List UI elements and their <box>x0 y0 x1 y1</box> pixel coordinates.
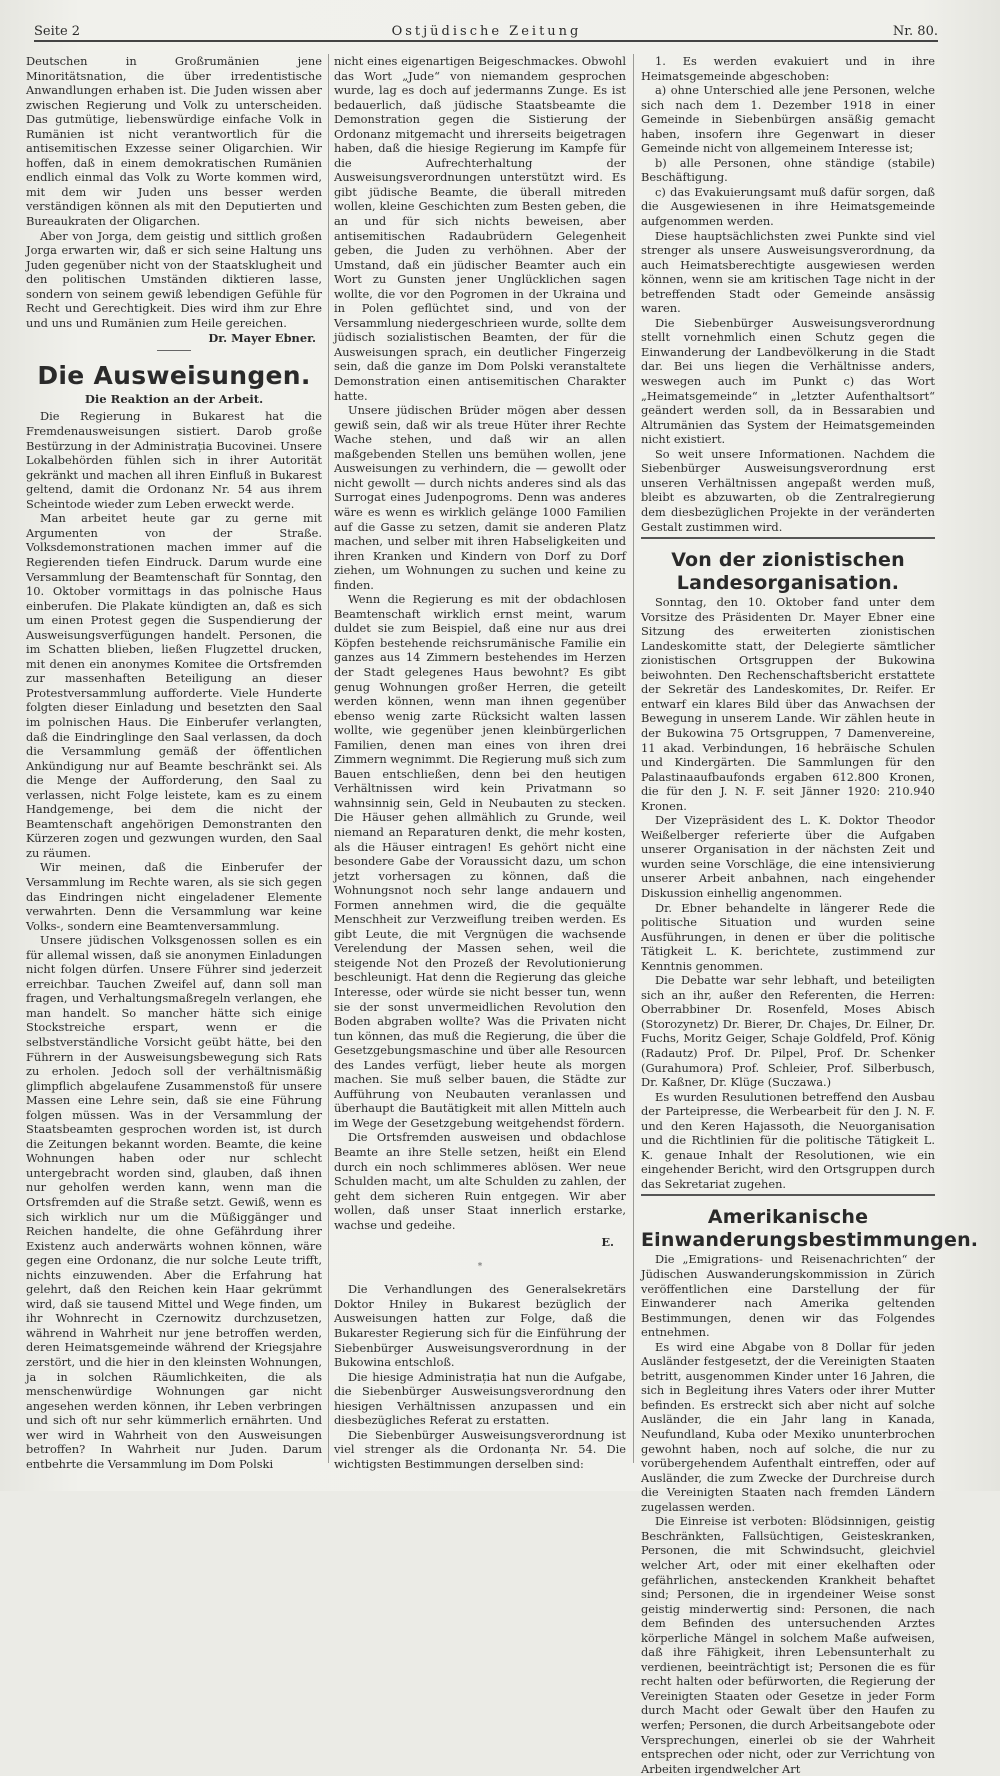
column-right <box>641 54 979 1776</box>
article-paragraph: Es wurden Resulutionen betreffend den Ausbau der Parteipresse, die Werbearbeit für den J. N. F. und den Keren Hajassoth, die Neuorganisation und die Richtlinien für die politische Tätigkeit L. K. genaue Inhalt der Resolutionen, wie ein eingehender Bericht, wird den Ortsgruppen durch das Sekretariat zugehen. <box>641 1089 935 1191</box>
column-left <box>26 54 322 1471</box>
zion-article-title: Von der zionistischen Landesorganisation. <box>671 549 905 595</box>
section-divider <box>641 537 935 539</box>
column-rule-right <box>633 54 634 1463</box>
article-signature: E. <box>601 1235 614 1250</box>
issue-number: Nr. 80. <box>892 24 938 39</box>
article-paragraph: Man arbeitet heute gar zu gerne mit Argumenten von der Straße. Volksdemonstrationen machen immer auf die Regierenden tiefen Eindruck. Darum wurde eine Versammlung der Beamtenschaft für Sonntag, den 10. Oktober vormittags in das polnische Haus einberufen. Die Plakate kündigten an, daß es sich um einen Protest gegen die Suspendierung der Ausweisungsverfügungen handelt. Personen, die im Schatten blieben, ließen Flugzettel drucken, mit denen ein anonymes Komitee die Ortsfremden zur massenhaften Beteiligung an dieser Protestversammlung aufforderte. Viele Hunderte folgten dieser Einladung und besetzten den Saal im polnischen Haus. Die Einberufer verlangten, daß die Eindringlinge den Saal verlassen, da doch die Versammlung gemäß der öffentlichen Ankündigung nur auf Beamte beschränkt sei. Als die Menge der Aufforderung, den Saal zu verlassen, nicht Folge leistete, kam es zu einem Handgemenge, bei dem die nicht der Beamtenschaft angehörigen Demonstranten den Kürzeren zogen und gezwungen wurden, den Saal zu räumen. <box>26 511 322 860</box>
list-paragraph: b) alle Personen, ohne ständige (stabile) Beschäftigung. <box>641 155 935 185</box>
amer-article-title: Amerikanische Einwanderungsbestimmungen. <box>641 1206 979 1252</box>
article-paragraph: Die Regierung in Bukarest hat die Fremdenausweisungen sistiert. Darob große Bestürzung in der Administrația Bucovinei. Unsere Lokalbehörden fühlen sich in ihrer Autorität gekränkt und machen all ihren Einfluß in Bukarest geltend, damit die Ordonanz Nr. 54 aus ihrem Scheintode wieder zum Leben erweckt werde. <box>26 409 322 511</box>
list-paragraph: a) ohne Unterschied alle jene Personen, welche sich nach dem 1. Dezember 1918 in einer Gemeinde in Siebenbürgen ansäßig gemacht haben, insofern ihre Gegenwart in dieser Gemeinde nicht von allgemeinem Interesse ist; <box>641 83 935 156</box>
article-paragraph: Wenn die Regierung es mit der obdachlosen Beamtenschaft wirklich ernst meint, warum duldet sie zum Beispiel, daß eine nur aus drei Köpfen bestehende reichsrumänische Familie ein ganzes aus 14 Zimmern bestehendes im Herzen der Stadt gelegenes Haus bewohnt? Es gibt genug Wohnungen großer Herren, die geteilt werden können, wenn man ihnen gegenüber ebenso wenig zarte Rücksicht walten lassen wollte, wie gegenüber jenen kleinbürgerlichen Familien, denen man eines von ihren drei Zimmern wegnimmt. Die Regierung muß sich zum Bauen entschließen, denn bei den heutigen Verhältnissen wird kein Privatmann so wahnsinnig sein, Geld in Neubauten zu stecken. Die Häuser gehen allmählich zu Grunde, weil niemand an Reparaturen denkt, die mehr kosten, als die Häuser eintragen! Es gehört nicht eine besondere Gabe der Voraussicht dazu, um schon jetzt vorhersagen zu können, daß die Wohnungsnot noch sehr lange andauern und Formen annehmen wird, die die gequälte Menschheit zur Verzweiflung treiben werden. Es gibt Leute, die mit Vergnügen die wachsende Verelendung der Massen sehen, weil die steigende Not den Prozeß der Revolutionierung beschleunigt. Hat denn die Regierung das gleiche Interesse, oder würde sie nicht besser tun, wenn sie der sonst unvermeidlichen Revolution den Boden abgraben wollte? Was die Privaten nicht tun können, das muß die Regierung, die über die Gesetzgebungsmaschine und über alle Resourcen des Landes verfügt, lieber heute als morgen machen. Sie muß selber bauen, die Städte zur Aufführung von Neubauten veranlassen und überhaupt die Bautätigkeit mit allen Mitteln auch im Wege der Gesetzgebung weitgehendst fördern. <box>334 592 626 1130</box>
article-paragraph: Die „Emigrations- und Reisenachrichten“ der Jüdischen Auswanderungskommission in Zürich veröffentlichen eine Darstellung der für Einwanderer nach Amerika geltenden Bestimmungen, denen wir das Folgendes entnehmen. <box>641 1252 935 1340</box>
article-paragraph: Wir meinen, daß die Einberufer der Versammlung im Rechte waren, als sie sich gegen das Eindringen nicht eingeladener Elemente verwahrten. Denn die Versammlung war keine Volks-, sondern eine Beamtenversammlung. <box>26 860 322 933</box>
article-subtitle: Die Reaktion an der Arbeit. <box>84 391 264 406</box>
article-paragraph: Sonntag, den 10. Oktober fand unter dem Vorsitze des Präsidenten Dr. Mayer Ebner eine Sitzung des erweiterten zionistischen Landeskomitte statt, der Delegierte sämtlicher zionistischen Ortsgruppen der Bukowina beiwohnten. Den Rechenschaftsbericht erstattete der Sekretär des Landeskomites, Dr. Reifer. Er entwarf ein klares Bild über das Anwachsen der Bewegung in unserem Lande. Wir zählen heute in der Bukowina 75 Ortsgruppen, 7 Damenvereine, 11 akad. Verbindungen, 16 hebräische Schulen und Kindergärten. Die Sammlungen für den Palastinaaufbaufonds ergaben 612.800 Kronen, die für den J. N. F. seit Jänner 1920: 210.940 Kronen. <box>641 595 935 813</box>
page-label: Seite 2 <box>34 24 81 39</box>
article-paragraph: Es wird eine Abgabe von 8 Dollar für jeden Ausländer festgesetzt, der die Vereinigten Staaten betritt, ausgenommen Kinder unter 16 Jahren, die sich in Begleitung ihres Vaters oder ihrer Mutter befinden. Es erstreckt sich aber nicht auf solche Ausländer, die ein Jahr lang in Kanada, Neufundland, Kuba oder Mexiko ununterbrochen gewohnt haben, noch auf solche, die nur zu vorübergehendem Aufenthalt eintreffen, oder auf Ausländer, die zum Zwecke der Durchreise durch die Vereinigten Staaten nach fremden Ländern zugelassen werden. <box>641 1339 935 1514</box>
article-paragraph: Die Debatte war sehr lebhaft, und beteiligten sich an ihr, außer den Referenten, die Herren: Oberrabbiner Dr. Rosenfeld, Moses Abisch (Storozynetz) Dr. Bierer, Dr. Chajes, Dr. Eilner, Dr. Fuchs, Moritz Geiger, Schaje Goldfeld, Prof. König (Radautz) Prof. Dr. Pilpel, Prof. Dr. Schenker (Gurahumora) Prof. Schleier, Prof. Silberbusch, Dr. Kaßner, Dr. Klüge (Suczawa.) <box>641 973 935 1090</box>
article-paragraph: Die Einreise ist verboten: Blödsinnigen, geistig Beschränkten, Fallsüchtigen, Geisteskranken, Personen, die mit Schwindsucht, gleichviel welcher Art, oder mit einer ekelhaften oder gefährlichen, ansteckenden Krankheit behaftet sind; Personen, die in irgendeiner Weise sonst geistig minderwertig sind: Personen, die nach dem Befinden des untersuchenden Arztes körperliche Mängel in solchem Maße aufweisen, daß ihre Fähigkeit, ihren Lebensunterhalt zu verdienen, beeinträchtigt ist; Personen die es für recht halten oder befürworten, die Regierung der Vereinigten Staaten oder Gesetze in jeder Form durch Macht oder Gewalt über den Haufen zu werfen; Personen, die durch Arbeitsangebote oder Versprechungen, einerlei ob sie der Wahrheit entsprechen oder nicht, oder zur Verrichtung von Arbeiten irgendwelcher Art <box>641 1514 935 1776</box>
section-divider <box>641 1194 935 1196</box>
article-paragraph: Dr. Ebner behandelte in längerer Rede die politische Situation und wurden seine Ausführungen, in denen er über die politische Tätigkeit L. K. berichtete, zustimmend zur Kenntnis genommen. <box>641 900 935 973</box>
column-rule-left <box>328 54 329 1463</box>
ornament-divider: * <box>477 1261 483 1272</box>
masthead: Ostjüdische Zeitung <box>391 24 582 39</box>
list-paragraph: c) das Evakuierungsamt muß dafür sorgen, daß die Ausgewiesenen in ihre Heimatsgemeinde aufgenommen werden. <box>641 184 935 229</box>
list-paragraph: So weit unsere Informationen. Nachdem die Siebenbürger Ausweisungsverordnung erst unseren Verhältnissen angepaßt werden muß, bleibt es abzuwarten, ob die Zentralregierung dem diesbezüglichen Projekte in der veränderten Gestalt zustimmen wird. <box>641 446 935 534</box>
intro-paragraph: Deutschen in Großrumänien jene Minoritätsnation, die über irredentistische Anwandlungen erhaben ist. Die Juden wissen aber zwischen Regierung und Volk zu unterscheiden. Das gutmütige, liebenswürdige einfache Volk in Rumänien ist nicht verantwortlich für die antisemitischen Exzesse seiner Oligarchien. Wir hoffen, daß in einem demokratischen Rumänien endlich einmal das Volk zu Worte kommen wird, mit dem wir Juden uns besser werden verständigen können als mit den Deputierten und Bureaukraten der Oligarchen. <box>26 54 322 229</box>
list-paragraph: Diese hauptsächlichsten zwei Punkte sind viel strenger als unsere Ausweisungsverordnung, da auch Heimatsberechtigte ausgewiesen werden können, wenn sie am kritischen Tage nicht in der betreffenden Stadt oder Gemeinde ansässig waren. <box>641 228 935 316</box>
section-divider <box>157 350 191 351</box>
article-paragraph: Unsere jüdischen Brüder mögen aber dessen gewiß sein, daß wir als treue Hüter ihrer Rechte Wache stehen, und daß wir an allen maßgebenden Stellen uns bemühen wollen, jene Ausweisungen zu verhindern, die — gewollt oder nicht gewollt — durch nichts anderes sind als das Surrogat eines Judenpogroms. Denn was anderes wäre es wenn es wirklich gelänge 1000 Familien auf die Gasse zu setzen, damit sie anderen Platz machen, und selber mit ihren Habseligkeiten und ihren Kranken und Kindern von Dorf zu Dorf ziehen, um Wohnungen zu suchen und keine zu finden. <box>334 403 626 592</box>
page-header <box>34 22 938 42</box>
article-paragraph: Die Verhandlungen des Generalsekretärs Doktor Hniley in Bukarest bezüglich der Ausweisungen hatten zur Folge, daß die Bukarester Regierung sich für die Einführung der Siebenbürger Ausweisungsverordnung in der Bukowina entschloß. <box>334 1282 626 1370</box>
article-paragraph: Die Siebenbürger Ausweisungsverordnung ist viel strenger als die Ordonanța Nr. 54. Die wichtigsten Bestimmungen derselben sind: <box>334 1427 626 1471</box>
list-paragraph: 1. Es werden evakuiert und in ihre Heimatsgemeinde abgeschoben: <box>641 54 935 83</box>
article-title: Die Ausweisungen. <box>37 360 311 390</box>
intro-signature: Dr. Mayer Ebner. <box>208 331 316 346</box>
article-paragraph: Der Vizepräsident des L. K. Doktor Theodor Weißelberger referierte über die Aufgaben unserer Organisation in der nächsten Zeit und wurden seine Vorschläge, die eine intensivierung unserer Arbeit anbahnen, nach eingehender Diskussion einhellig angenommen. <box>641 813 935 900</box>
column-middle <box>334 54 626 1471</box>
list-paragraph: Die Siebenbürger Ausweisungsverordnung stellt vornehmlich einen Schutz gegen die Einwanderung der Landbevölkerung in die Stadt dar. Bei uns liegen die Verhältnisse anders, weswegen auch im Punkt c) das Wort „Heimatsgemeinde“ in „letzter Aufenthaltsort“ geändert werden soll, da in Bessarabien und Altrumänien das System der Heimatsgemeinden nicht existiert. <box>641 315 935 447</box>
article-paragraph: Die hiesige Administrația hat nun die Aufgabe, die Siebenbürger Ausweisungsverordnung den hiesigen Verhältnissen anzupassen und ein diesbezügliches Referat zu erstatten. <box>334 1369 626 1428</box>
article-paragraph: Die Ortsfremden ausweisen und obdachlose Beamte an ihre Stelle setzen, heißt ein Elend durch ein noch schlimmeres ablösen. Wer neue Schulden macht, um alte Schulden zu zahlen, der geht dem sicheren Ruin entgegen. Wir aber wollen, daß unser Staat innerlich erstarke, wachse und gedeihe. <box>334 1130 626 1232</box>
article-paragraph: Unsere jüdischen Volksgenossen sollen es ein für allemal wissen, daß sie anonymen Einladungen nicht folgen dürfen. Unsere Führer sind jederzeit erreichbar. Tauchen Zweifel auf, dann soll man fragen, und Verhaltungsmaßregeln verlangen, ehe man handelt. So mancher hätte sich einige Stockstreiche erspart, wenn er die selbstverständliche Vorsicht geübt hätte, bei den Führern in der Ausweisungsbewegung sich Rats zu erholen. Jedoch soll der verhältnismäßig glimpflich abgelaufene Zusammenstoß für unsere Massen eine Lehre sein, daß sie eine Führung folgen müssen. Was in der Versammlung der Staatsbeamten gesprochen worden ist, ist durch die Zeitungen bekannt worden. Beamte, die keine Wohnungen haben oder nur schlecht untergebracht worden sind, glauben, daß ihnen nur geholfen werden kann, wenn man die Ortsfremden auf die Straße setzt. Gewiß, wenn es sich wirklich nur um die Müßiggänger und Reichen handelte, die ohne Gefährdung ihrer Existenz auch anderwärts wohnen können, wäre gegen eine Ordonanz, die nur solche Leute trifft, nichts einzuwenden. Aber die Erfahrung hat gelehrt, daß den Reichen kein Haar gekrümmt wird, daß sie tausend Mittel und Wege finden, um ihr Wohnrecht in Czernowitz durchzusetzen, während in Wahrheit nur jene betroffen werden, deren Heimatsgemeinde während der Kriegsjahre zerstört, und die hier in den kleinsten Wohnungen, ja in solchen Räumlichkeiten, die als menschenwürdige Wohnungen gar nicht angesehen werden können, ihr Leben verbringen und sich oft nur sehr kümmerlich ernährten. Und wer wird in Wahrheit von den Ausweisungen betroffen? In Wahrheit nur Juden. Darum entbehrte die Versammlung im Dom Polski <box>26 933 322 1471</box>
intro-paragraph: Aber von Jorga, dem geistig und sittlich großen Jorga erwarten wir, daß er sich seine Haltung uns Juden gegenüber nicht von der Staatsklugheit und den politischen Umständen diktieren lasse, sondern von seinem gewiß lebendigen Gefühle für Recht und Gerechtigkeit. Dies wird ihm zur Ehre und uns und Rumänien zum Heile gereichen. <box>26 228 322 330</box>
article-paragraph: nicht eines eigenartigen Beigeschmackes. Obwohl das Wort „Jude“ von niemandem gesprochen wurde, lag es doch auf jedermanns Zunge. Es ist bedauerlich, daß jüdische Staatsbeamte die Demonstration gegen die Sistierung der Ordonanz mitgemacht und ihrerseits beigetragen haben, daß die hiesige Regierung im Kampfe für die Aufrechterhaltung der Ausweisungsverordnungen unterstützt wird. Es gibt jüdische Beamte, die überall mitreden wollen, kleine Geschichten zum Besten geben, die an und für sich nichts beweisen, aber antisemitischen Radaubrüdern Gelegenheit geben, die Juden zu verhöhnen. Aber der Umstand, daß ein jüdischer Beamter auch ein Wort zu Gunsten jener Unglücklichen sagen wollte, die vor den Pogromen in der Ukraina und in Polen geflüchtet sind, und von der Versammlung niedergeschrieen wurde, sollte dem jüdisch sozialistischen Beamten, der für die Ausweisungen sprach, ein deutlicher Fingerzeig sein, daß die ganze im Dom Polski veranstaltete Demonstration einen antisemitischen Charakter hatte. <box>334 54 626 403</box>
